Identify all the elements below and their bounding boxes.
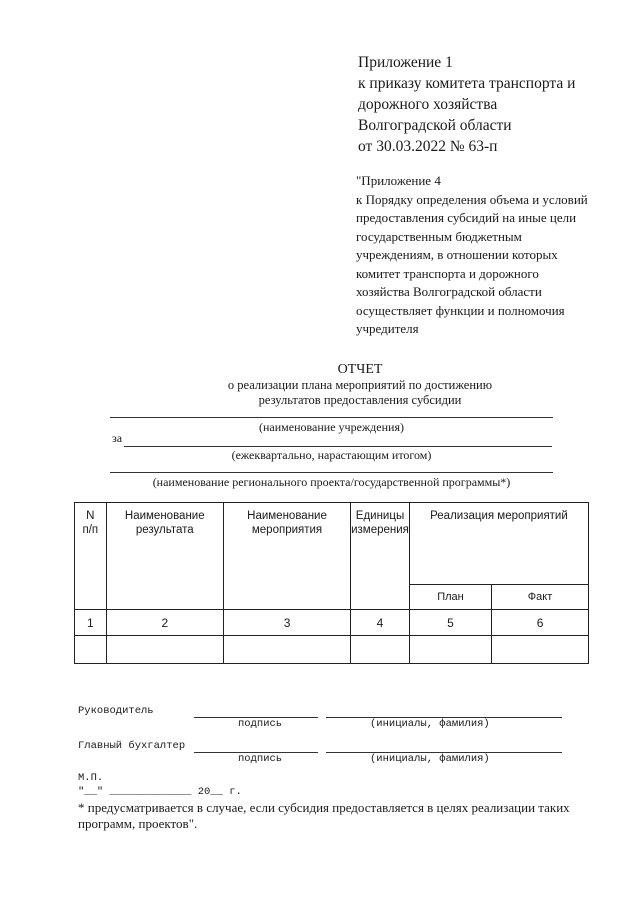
appendix-1-line: Приложение 1 (358, 54, 453, 71)
header-unit-line: Единицы (355, 510, 405, 522)
table-cell (223, 636, 350, 664)
appendix-4-line: "Приложение 4 (356, 173, 441, 188)
header-unit-line: измерения (351, 524, 409, 536)
column-number-cell: 2 (106, 610, 223, 636)
header-result-name (106, 503, 223, 610)
table-cell (106, 636, 223, 664)
column-number-cell: 1 (75, 610, 107, 636)
header-result-line: Наименование (124, 510, 205, 522)
head-signature-caption: подпись (238, 718, 283, 730)
table-row (75, 636, 589, 664)
stamp-label: М.П. (78, 772, 104, 784)
table-cell (75, 636, 107, 664)
column-number-cell: 6 (492, 610, 589, 636)
footnote-line-2: программ, проектов". (78, 816, 198, 831)
table-cell (351, 636, 410, 664)
date-line: "__" _____________ 20__ г. (78, 786, 242, 798)
header-event-line: Наименование (247, 510, 327, 522)
column-number-cell: 4 (351, 610, 410, 636)
column-number-cell: 3 (223, 610, 350, 636)
table-cell (409, 636, 491, 664)
footnote-line-1: * предусматривается в случае, если субсидия предоставляется в целях реализации таких (78, 800, 570, 815)
report-title: ОТЧЕТ (337, 362, 383, 377)
appendix-4-line: государственным бюджетным (356, 228, 522, 244)
period-prefix: за (112, 431, 123, 445)
program-caption: (наименование регионального проекта/государственной программы*) (152, 475, 511, 489)
table-header-row (75, 503, 589, 585)
appendix-4-header (356, 172, 588, 339)
header-realization: Реализация мероприятий (409, 503, 588, 585)
accountant-name-caption: (инициалы, фамилия) (370, 753, 490, 765)
header-event-name (223, 503, 350, 610)
period-caption: (ежеквартально, нарастающим итогом) (231, 448, 432, 462)
report-table (74, 502, 589, 664)
appendix-4-line: предоставления субсидий на иные цели (356, 210, 577, 225)
table-cell (492, 636, 589, 664)
header-unit (351, 503, 410, 610)
header-result-line: результата (135, 524, 194, 536)
appendix-1-line: от 30.03.2022 № 63-п (358, 138, 498, 155)
head-label: Руководитель (78, 705, 154, 717)
period-blank-line (124, 446, 552, 447)
header-number (75, 503, 107, 610)
institution-blank-line (110, 417, 553, 418)
appendix-1-line: дорожного хозяйства (358, 96, 498, 113)
head-name-caption: (инициалы, фамилия) (370, 718, 490, 730)
footnote (78, 800, 588, 832)
appendix-1-line: к приказу комитета транспорта и (358, 75, 576, 92)
header-plan: План (409, 585, 491, 610)
chief-accountant-label: Главный бухгалтер (78, 740, 186, 752)
appendix-4-line: комитет транспорта и дорожного (356, 265, 539, 281)
report-subtitle-line-1: о реализации плана мероприятий по достижению (227, 378, 493, 392)
header-number-line: п/п (82, 524, 99, 536)
appendix-4-line: учреждениям, в отношении которых (356, 247, 558, 262)
header-number-line: N (86, 510, 95, 522)
appendix-1-line: Волгоградской области (358, 117, 512, 134)
program-blank-line (110, 472, 553, 473)
appendix-4-line: учредителя (356, 321, 419, 336)
column-number-cell: 5 (409, 610, 491, 636)
appendix-4-line: хозяйства Волгоградской области (356, 284, 542, 299)
appendix-4-line: к Порядку определения объема и условий (356, 191, 588, 207)
header-event-line: мероприятия (251, 524, 323, 536)
header-fact: Факт (492, 585, 589, 610)
accountant-signature-caption: подпись (238, 753, 283, 765)
institution-caption: (наименование учреждения) (259, 420, 404, 434)
report-subtitle-line-2: результатов предоставления субсидии (258, 393, 462, 407)
appendix-4-line: осуществляет функции и полномочия (356, 302, 565, 318)
table-number-row (75, 610, 589, 636)
appendix-1-header (358, 52, 575, 157)
